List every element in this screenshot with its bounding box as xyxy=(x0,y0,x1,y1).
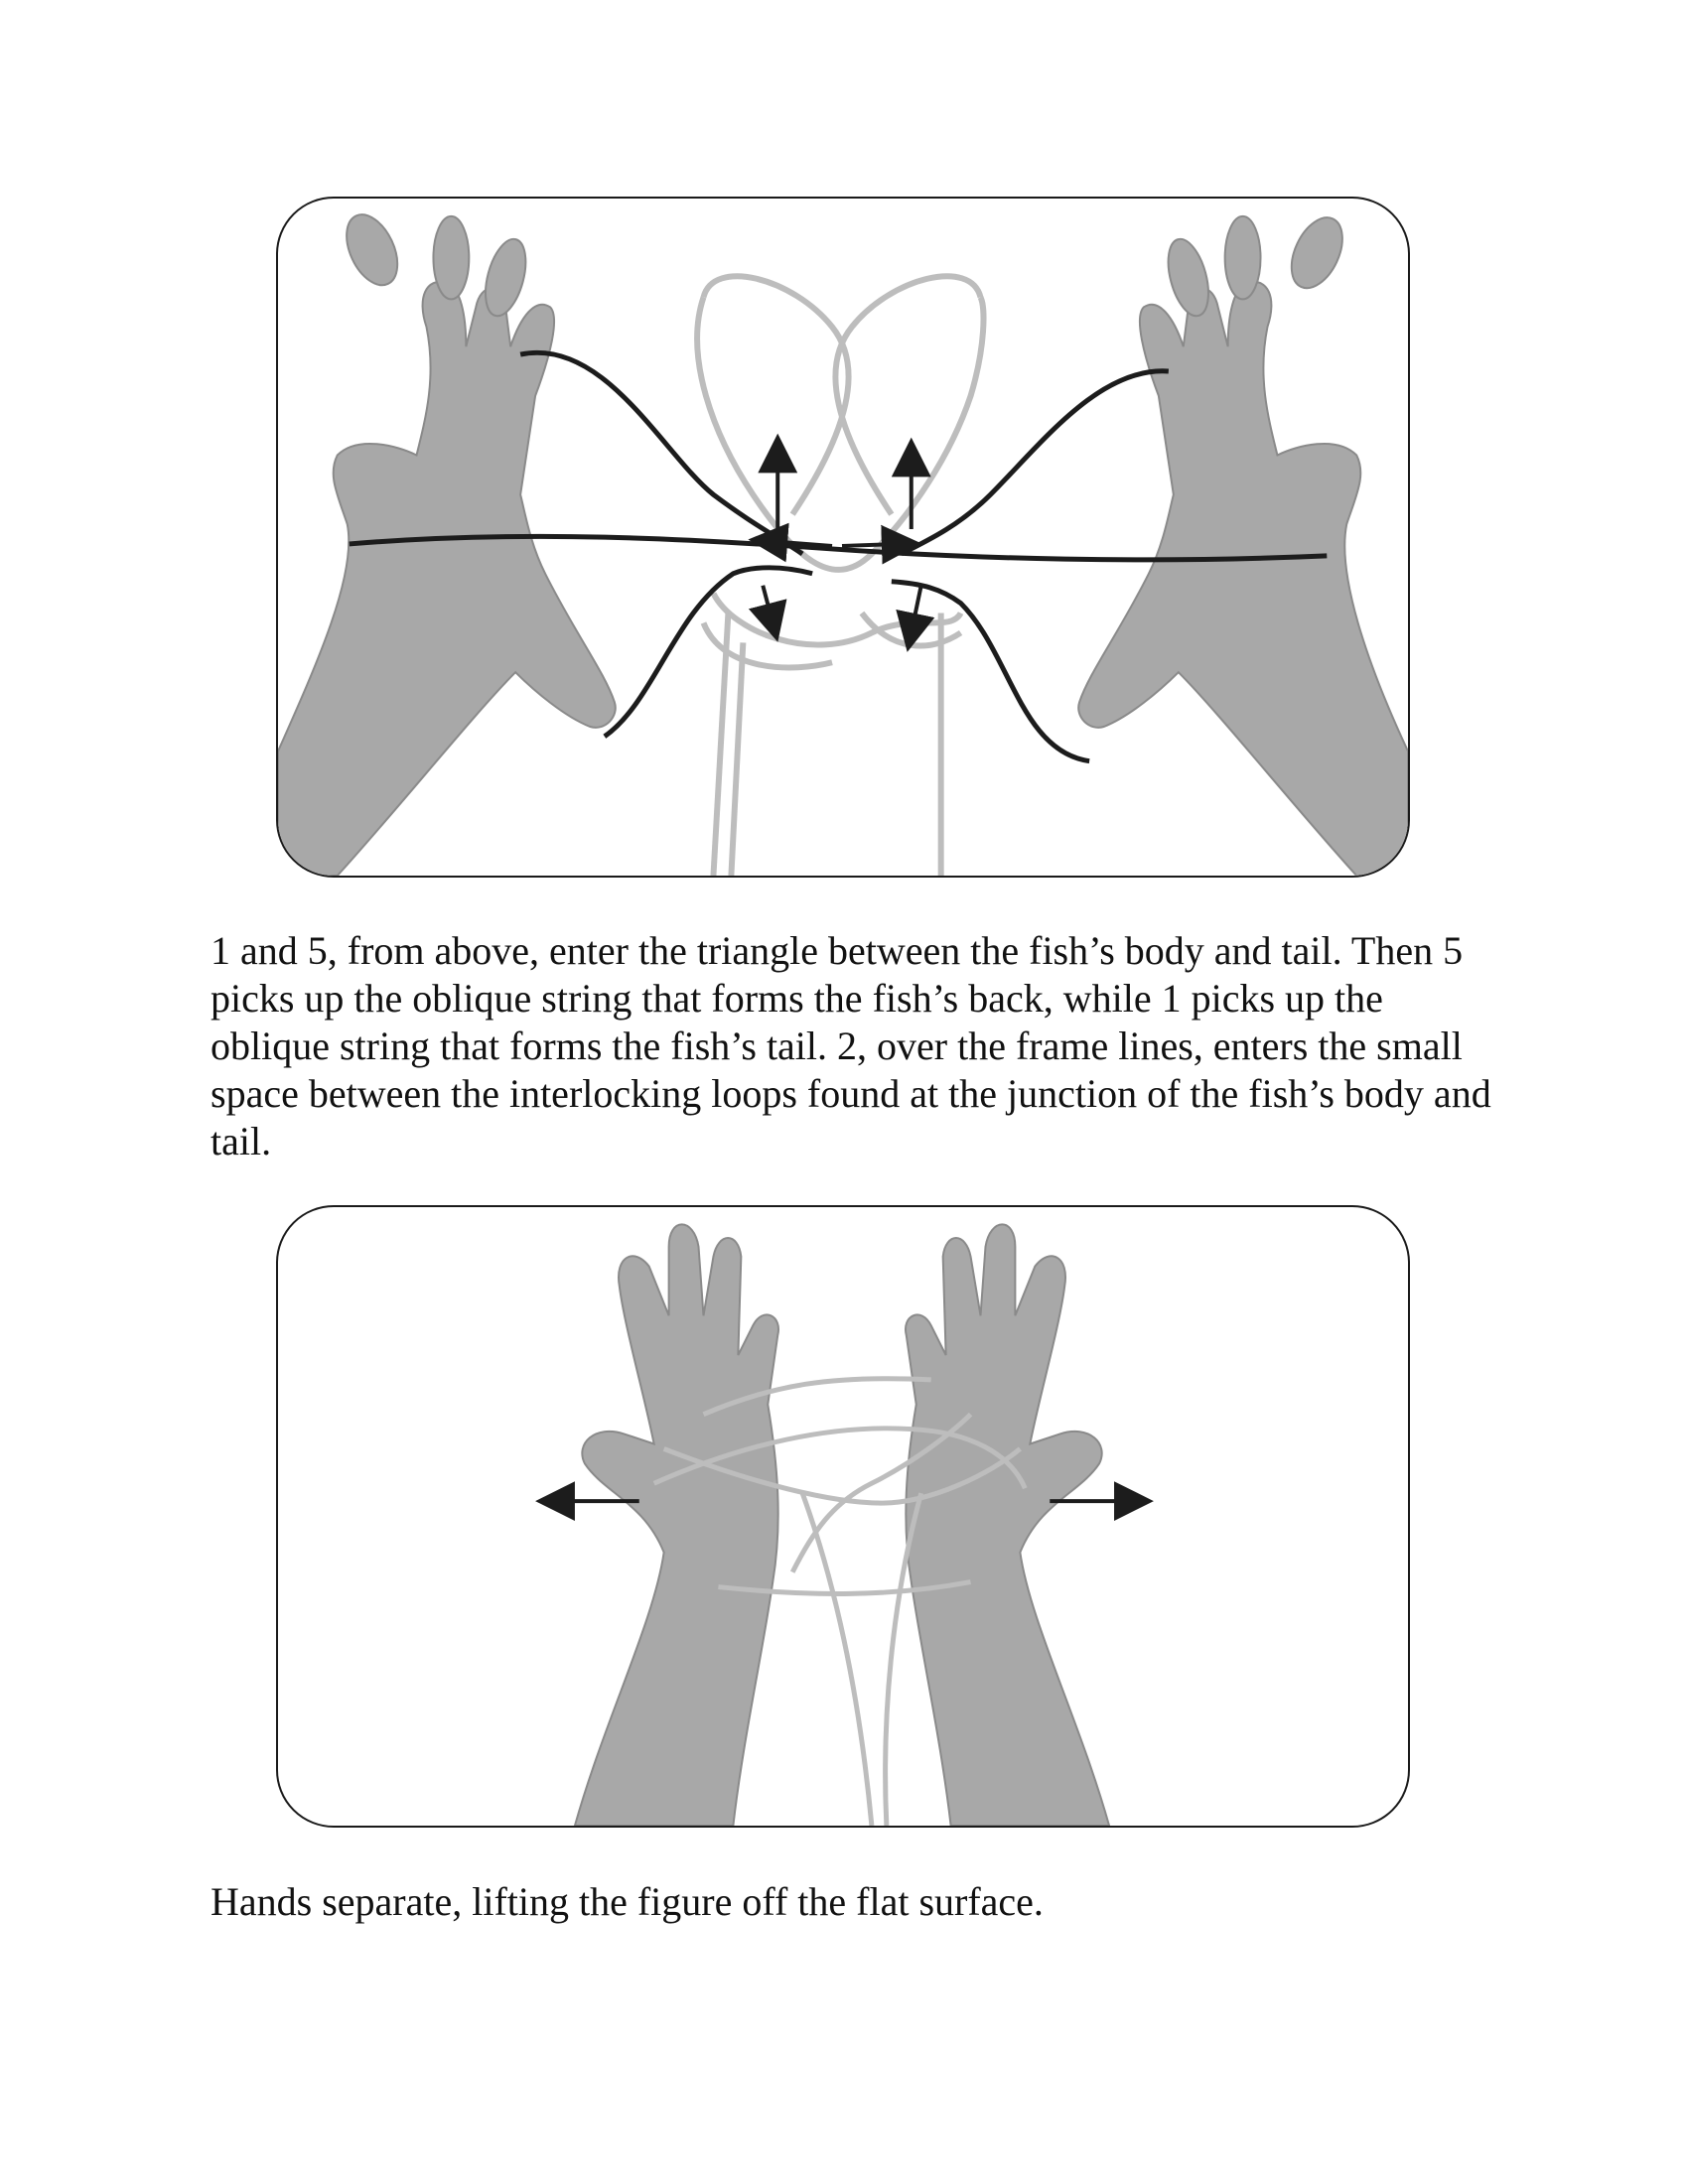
arrow-down-left xyxy=(763,586,773,623)
left-hand xyxy=(278,206,616,876)
left-hand xyxy=(575,1224,778,1826)
figure-1-photo xyxy=(276,197,1410,878)
figure-2-caption: Hands separate, lifting the figure off the flat surface. xyxy=(211,1879,1044,1924)
arrow-right xyxy=(842,544,902,546)
right-hand xyxy=(906,1224,1109,1826)
light-strings xyxy=(697,276,983,876)
hands-string-figure-illustration xyxy=(278,199,1408,876)
figure-1-caption: 1 and 5, from above, enter the triangle between the fish’s body and tail. Then 5 picks up the oblique string that forms the fish’s back, while 1 picks up the oblique string that forms the fish’s tail. 2, over the frame lines, enters the small space between the interlocking loops found at the junction of the fish’s body and tail. xyxy=(211,928,1491,1163)
figure-2-photo xyxy=(276,1205,1410,1828)
right-hand xyxy=(1078,209,1408,876)
hands-separating-illustration xyxy=(278,1207,1408,1826)
direction-arrows xyxy=(763,453,920,632)
